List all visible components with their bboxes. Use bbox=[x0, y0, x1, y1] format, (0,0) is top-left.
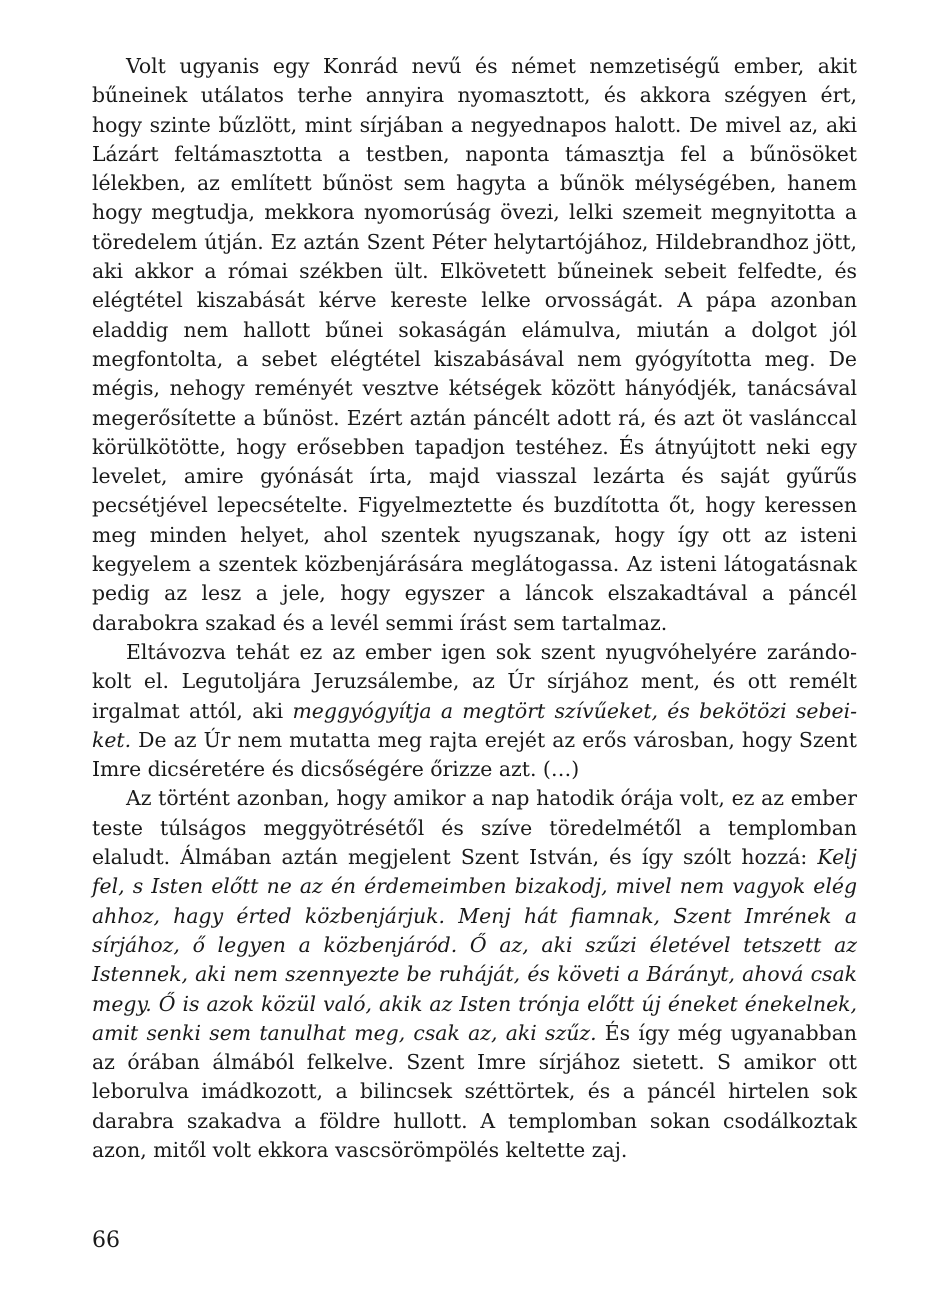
paragraph-text: Volt ugyanis egy Konrád nevű és német nemzetiségű ember, akit bűneinek utálatos terhe annyira nyomasztott, és akkora szégyen ért, hogy szinte bűzlött, mint sírjában a negyednapos halott. De mivel az, aki Lázárt feltámasztotta a testben, naponta támasztja fel a bűnösöket lélekben, az említett bűnöst sem hagyta a bűnök mélységében, hanem hogy megtudja, mekkora nyomorúság övezi, lelki szemeit megnyitotta a töredelem útján. Ez aztán Szent Péter helytartójához, Hildebrandhoz jött, aki akkor a római székben ült. Elkövetett bűneinek sebeit felfedte, és elégtétel kiszabását kérve kereste lelke orvosságát. A pápa azonban eladdig nem hallott bűnei sokaságán elámulva, miután a dolgot jól megfontolta, a sebet elégtétel kiszabásával nem gyógyította meg. De mégis, nehogy reményét vesztve kétségek között hányódjék, tanácsával megerősítette a bűnöst. Ezért aztán páncélt adott rá, és azt öt vaslánccal körülkötötte, hogy erősebben tapadjon testéhez. És átnyújtott neki egy levelet, amire gyónását írta, majd viasszal lezárta és saját gyűrűs pecsétjével lepecsételte. Figyelmeztette és buzdította őt, hogy keressen meg minden helyet, ahol szentek nyugszanak, hogy így ott az isteni kegyelem a szentek közbenjárására meglátogassa. Az isteni látogatásnak pedig az lesz a jele, hogy egyszer a láncok elszakadtával a páncél darabokra szakad és a levél semmi írást sem tartalmaz. bbox=[92, 54, 857, 635]
paragraph-text: Eltávozva tehát ez az ember igen sok szent nyugvóhelyére zarándokolt el. Legutoljára Jeruzsálembe, az Úr sírjához ment, és ott remélt irgalmat attól, aki bbox=[92, 639, 857, 723]
paragraph-text: És így még ugyanabban az órában álmából felkelve. Szent Imre sírjához sietett. S amikor ott leborulva imádkozott, a bilincsek széttörtek, és a páncél hirtelen sok darabra szakadva a földre hullott. A templomban sokan csodálkoztak azon, mitől volt ekkora vascsörömpölés keltette zaj. bbox=[92, 1020, 857, 1162]
paragraph-pilgrimage bbox=[92, 638, 857, 784]
paragraph-konrad bbox=[92, 52, 857, 638]
paragraph-miracle bbox=[92, 784, 857, 1165]
scripture-quote: meggyógyítja a megtört szívűeket, és bekötözi sebeiket. bbox=[92, 698, 857, 752]
text-body bbox=[92, 52, 857, 1165]
page-number: 66 bbox=[92, 1228, 120, 1253]
paragraph-text: Az történt azonban, hogy amikor a nap hatodik órája volt, ez az ember teste túlságos meggyötrésétől és szíve töredelmétől a templomban elaludt. Álmában aztán megjelent Szent István, és így szólt hozzá: bbox=[92, 786, 857, 870]
paragraph-text: De az Úr nem mutatta meg rajta erejét az erős városban, hogy Szent Imre dicséretére és dicsőségére őrizze azt. (…) bbox=[92, 727, 857, 782]
saint-stephen-speech: Kelj fel, s Isten előtt ne az én érdemeimben bizakodj, mivel nem vagyok elég ahhoz, hagy érted közbenjárjuk. Menj hát fiamnak, Szent Imrének a sírjához, ő legyen a közbenjáród. Ő az, aki szűzi életével tetszett az Istennek, aki nem szennyezte be ruháját, és követi a Bárányt, ahová csak megy. Ő is azok közül való, akik az Isten trónja előtt új éneket énekelnek, amit senki sem tanulhat meg, csak az, aki szűz. bbox=[92, 845, 857, 1045]
